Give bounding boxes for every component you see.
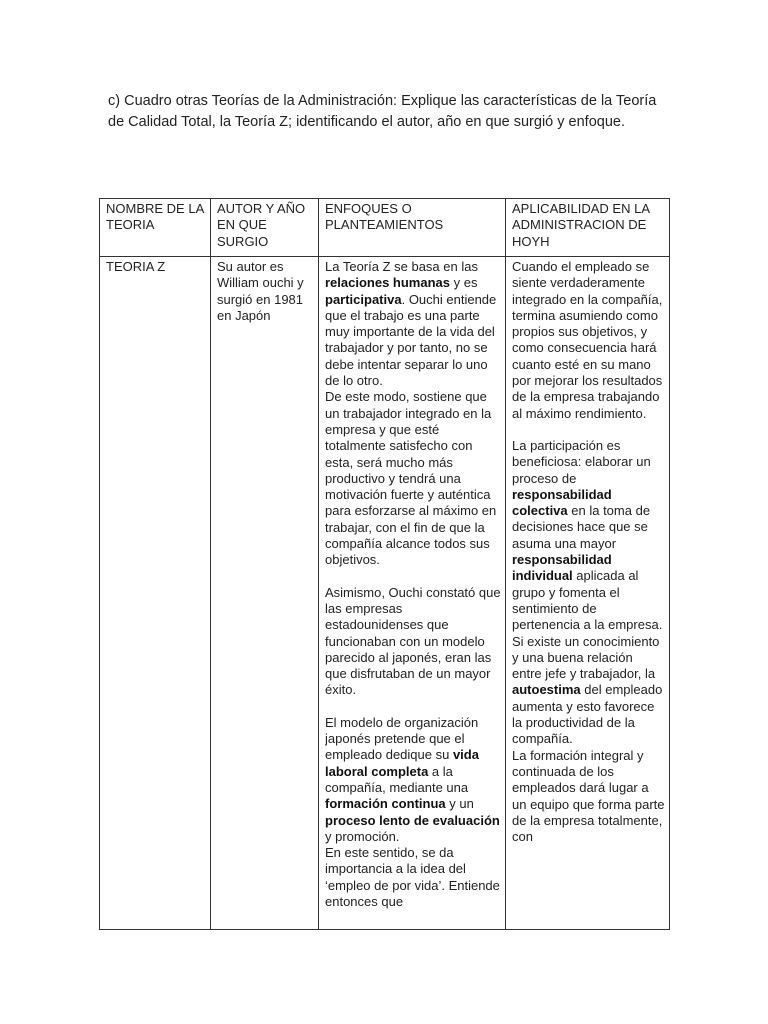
enfoques-paragraph-1: La Teoría Z se basa en las relaciones humanas y es participativa. Ouchi entiende que el trabajo es una parte muy importante de la vida del trabajador y por tanto, no se debe intentar separar lo uno de lo otro. xyxy=(325,259,497,389)
enfoques-paragraph-2: De este modo, sostiene que un trabajador integrado en la empresa y que esté totalmente satisfecho con esta, será mucho más productivo y tendrá una motivación fuerte y auténtica para esforzarse al máximo en trabajar, con el fin de que la compañía alcance todos sus objetivos. xyxy=(325,389,497,568)
enfoques-paragraph-3: Asimismo, Ouchi constató que las empresas estadounidenses que funcionaban con un modelo parecido al japonés, eran las que disfrutaban de un mayor éxito. xyxy=(325,584,501,698)
cell-theory-name: TEORIA Z xyxy=(100,257,211,930)
cell-aplicabilidad xyxy=(506,257,670,930)
intro-paragraph: c) Cuadro otras Teorías de la Administración: Explique las características de la Teoría de Calidad Total, la Teoría Z; identificando el autor, año en que surgió y enfoque. xyxy=(108,93,657,130)
theories-table xyxy=(99,198,670,930)
enfoques-paragraph-4: El modelo de organización japonés pretende que el empleado dedique su vida laboral completa a la compañía, mediante una formación continua y un proceso lento de evaluación y promoción. xyxy=(325,714,500,844)
cell-author: Su autor es William ouchi y surgió en 1981 en Japón xyxy=(211,257,319,930)
enfoques-paragraph-5: En este sentido, se da importancia a la idea del ‘empleo de por vida’. Entiende entonces que xyxy=(325,845,500,909)
header-nombre: NOMBRE DE LA TEORIA xyxy=(100,199,211,257)
table-header-row xyxy=(100,199,670,257)
header-enfoques: ENFOQUES O PLANTEAMIENTOS xyxy=(319,199,506,257)
header-autor: AUTOR Y AÑO EN QUE SURGIO xyxy=(211,199,319,257)
table-row xyxy=(100,257,670,930)
cell-enfoques xyxy=(319,257,506,930)
aplicabilidad-paragraph-2: La participación es beneficiosa: elaborar un proceso de responsabilidad colectiva en la toma de decisiones hace que se asuma una mayor responsabilidad individual aplicada al grupo y fomenta el sentimiento de pertenencia a la empresa. xyxy=(512,437,663,633)
aplicabilidad-paragraph-4: La formación integral y continuada de los empleados dará lugar a un equipo que forma parte de la empresa totalmente, con xyxy=(512,747,665,845)
aplicabilidad-paragraph-1: Cuando el empleado se siente verdaderamente integrado en la compañía, termina asumiendo como propios sus objetivos, y como consecuencia hará cuanto esté en su mano por mejorar los resultados de la empresa trabajando al máximo rendimiento. xyxy=(512,259,663,421)
header-aplicabilidad: APLICABILIDAD EN LA ADMINISTRACION DE HOYH xyxy=(506,199,670,257)
aplicabilidad-paragraph-3: Si existe un conocimiento y una buena relación entre jefe y trabajador, la autoestima del empleado aumenta y esto favorece la productividad de la compañía. xyxy=(512,633,663,747)
